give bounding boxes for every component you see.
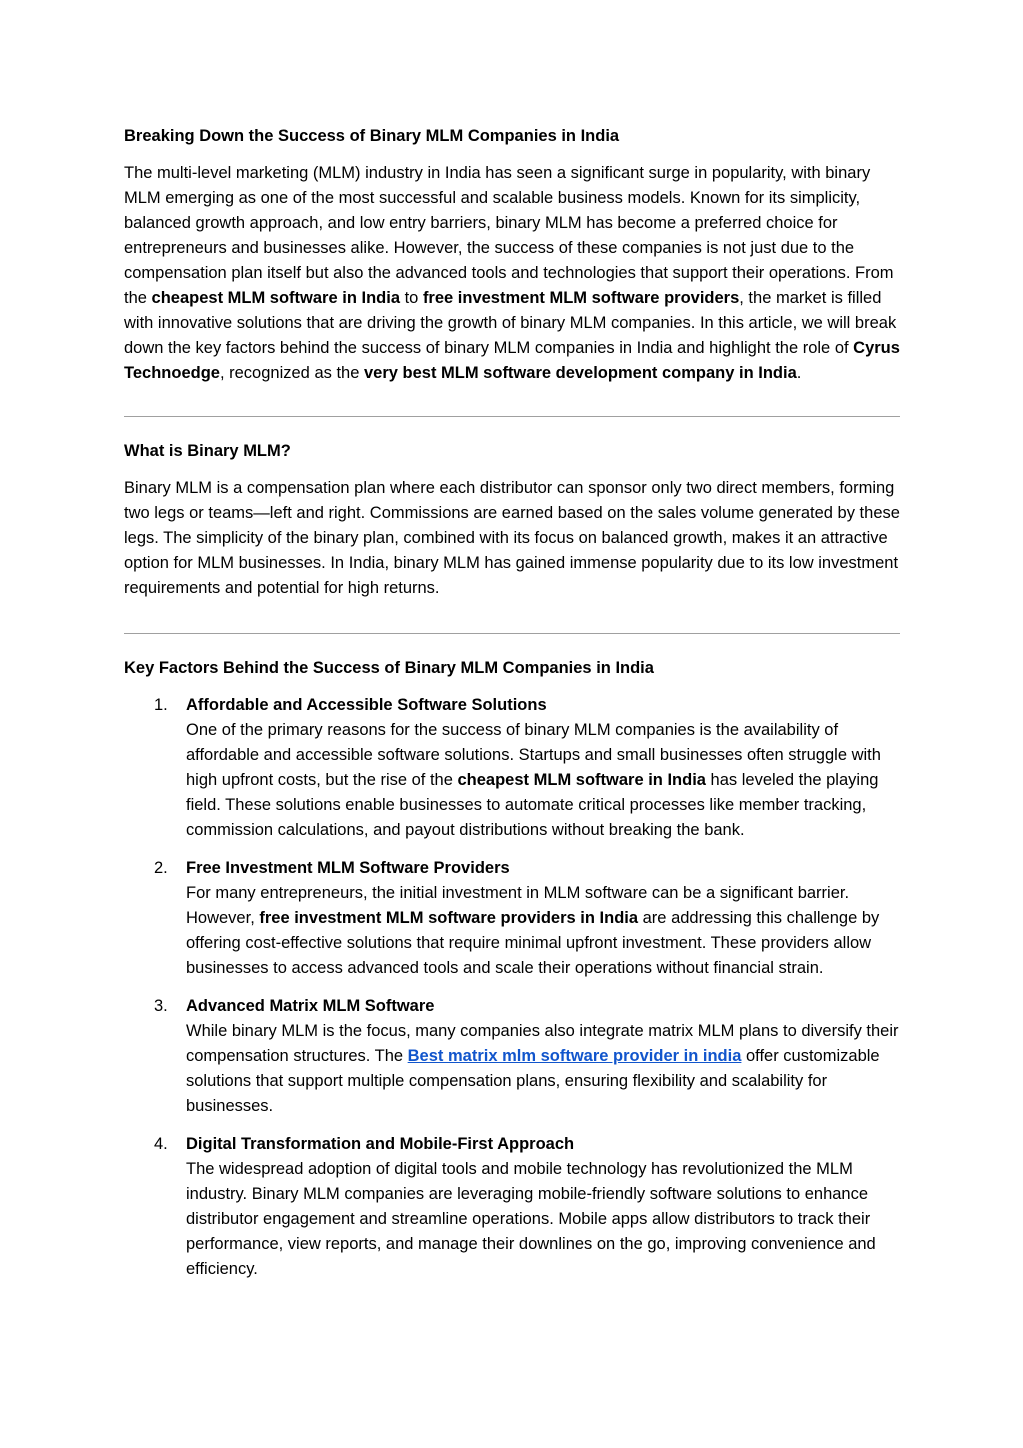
list-item-title: Free Investment MLM Software Providers [186, 859, 510, 877]
list-item-text: The widespread adoption of digital tools and mobile technology has revolutionized the MLM industry. Binary MLM companies are leveraging mobile-friendly software solutions to enhance distributor engagement and streamline operations. Mobile apps allow distributors to track their performance, view reports, and manage their downlines on the go, improving convenience and efficiency. [186, 1160, 876, 1278]
list-number: 4. [154, 1135, 168, 1153]
intro-text-3: , the market is filled with innovative solutions that are driving the growth of binary MLM companies. In this article, we will break down the key factors behind the success of binary MLM companies in India and highlight the role of [124, 289, 897, 357]
list-item-text: has leveled the playing field. These solutions enable businesses to automate critical processes like member tracking, commission calculations, and payout distributions without breaking the bank. [186, 771, 879, 839]
matrix-software-link[interactable]: Best matrix mlm software provider in india [407, 1047, 742, 1065]
list-item [124, 856, 900, 981]
intro-text-1: The multi-level marketing (MLM) industry in India has seen a significant surge in popularity, with binary MLM emerging as one of the most successful and scalable business models. Known for its simplicity, balanced growth approach, and low entry barriers, binary MLM has become a preferred choice for entrepreneurs and businesses alike. However, the success of these companies is not just due to the compensation plan itself but also the advanced tools and technologies that support their operations. From the [124, 164, 894, 307]
intro-bold-best-company: very best MLM software development company in India [363, 364, 797, 382]
list-item-bold: free investment MLM software providers in India [259, 909, 639, 927]
section-heading-binary: What is Binary MLM? [124, 442, 291, 460]
list-number: 1. [154, 696, 168, 714]
list-item [124, 1132, 900, 1282]
list-item-text: One of the primary reasons for the success of binary MLM companies is the availability of affordable and accessible software solutions. Startups and small businesses often struggle with high upfront costs, but the rise of the [186, 721, 881, 789]
list-item-title: Advanced Matrix MLM Software [186, 997, 435, 1015]
list-item-text: offer customizable solutions that support multiple compensation plans, ensuring flexibility and scalability for businesses. [186, 1047, 880, 1115]
intro-text-2: to [400, 289, 423, 307]
intro-text-5: . [796, 364, 802, 382]
binary-paragraph: Binary MLM is a compensation plan where each distributor can sponsor only two direct members, forming two legs or teams—left and right. Commissions are earned based on the sales volume generated by these legs. The simplicity of the binary plan, combined with its focus on balanced growth, makes it an attractive option for MLM businesses. In India, binary MLM has gained immense popularity due to its low investment requirements and potential for high returns. [124, 479, 900, 597]
list-item-title: Affordable and Accessible Software Solutions [186, 696, 547, 714]
intro-bold-cheapest-software: cheapest MLM software in India [151, 289, 400, 307]
list-item-text: For many entrepreneurs, the initial investment in MLM software can be a significant barrier. However, [186, 884, 850, 927]
list-item-title: Digital Transformation and Mobile-First Approach [186, 1135, 575, 1153]
list-number: 3. [154, 997, 168, 1015]
list-item-bold: cheapest MLM software in India [457, 771, 706, 789]
section-divider [124, 633, 900, 634]
section-divider [124, 416, 900, 417]
document-page [124, 124, 900, 1295]
list-number: 2. [154, 859, 168, 877]
intro-paragraph [124, 161, 900, 386]
section-heading-factors: Key Factors Behind the Success of Binary MLM Companies in India [124, 659, 654, 677]
intro-bold-company-name: Cyrus Technoedge [124, 339, 900, 382]
intro-bold-free-investment: free investment MLM software providers [422, 289, 740, 307]
list-item-text: While binary MLM is the focus, many companies also integrate matrix MLM plans to diversify their compensation structures. The [186, 1022, 899, 1065]
list-item [124, 994, 900, 1119]
intro-text-4: , recognized as the [219, 364, 364, 382]
list-item [124, 693, 900, 843]
factors-list [124, 693, 900, 1282]
document-title: Breaking Down the Success of Binary MLM Companies in India [124, 127, 620, 145]
list-item-text: are addressing this challenge by offering cost-effective solutions that require minimal upfront investment. These providers allow businesses to access advanced tools and scale their operations without financial strain. [186, 909, 880, 977]
